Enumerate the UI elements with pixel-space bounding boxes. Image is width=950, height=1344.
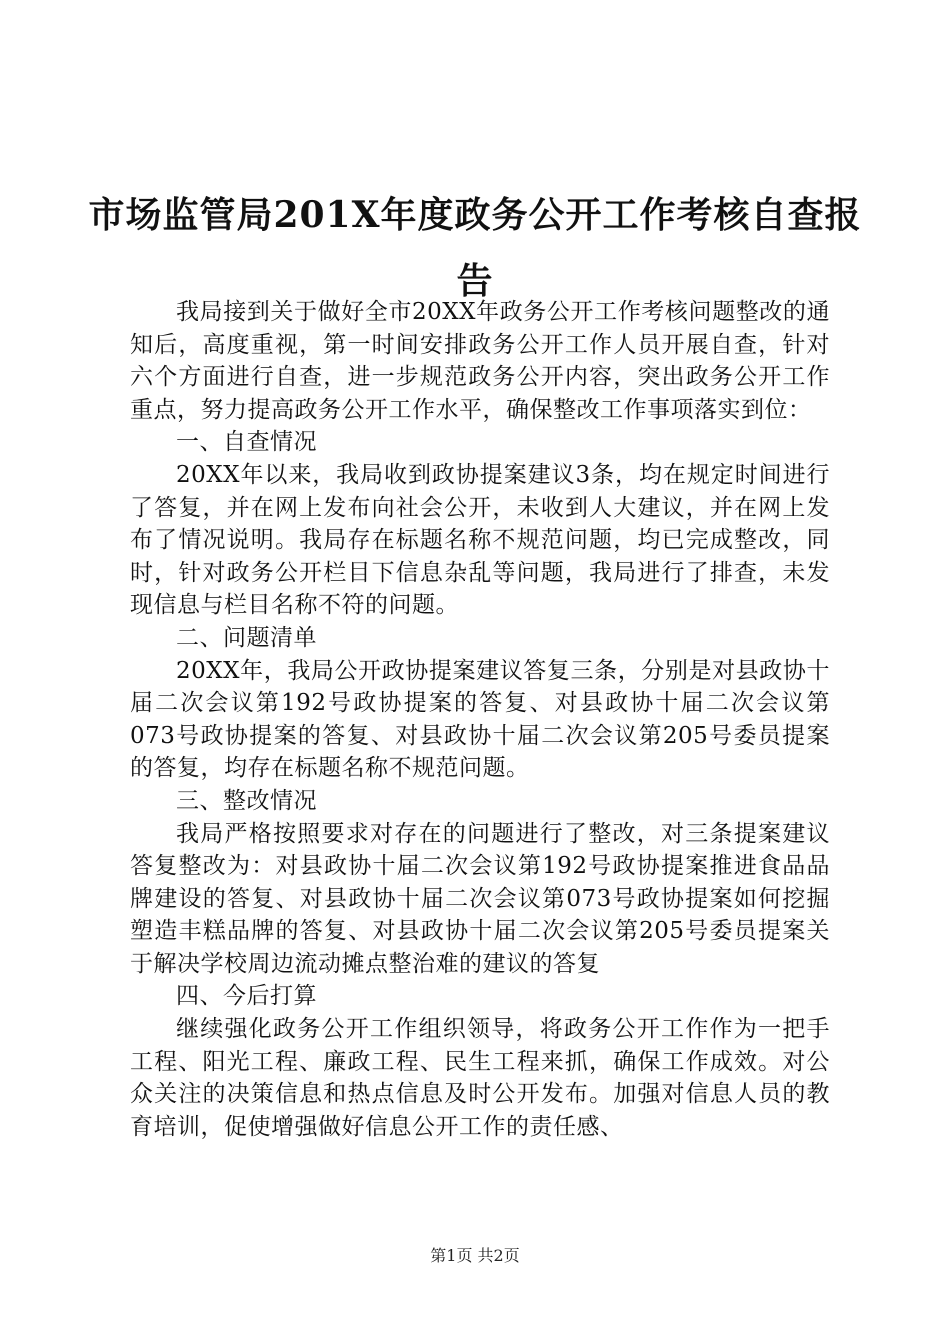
self-check-paragraph: 20XX年以来，我局收到政协提案建议3条，均在规定时间进行了答复，并在网上发布向社会公开，未收到人大建议，并在网上发布了情况说明。我局存在标题名称不规范问题，均已完成整改，同时，针对政务公开栏目下信息杂乱等问题，我局进行了排查，未发现信息与栏目名称不符的问题。 (130, 461, 830, 619)
problem-list-paragraph: 20XX年，我局公开政协提案建议答复三条，分别是对县政协十届二次会议第192号政协提案的答复、对县政协十届二次会议第073号政协提案的答复、对县政协十届二次会议第205号委员提案的答复，均存在标题名称不规范问题。 (130, 657, 830, 782)
intro-paragraph: 我局接到关于做好全市20XX年政务公开工作考核问题整改的通知后，高度重视，第一时间安排政务公开工作人员开展自查，针对六个方面进行自查，进一步规范政务公开内容，突出政务公开工作重点，努力提高政务公开工作水平，确保整改工作事项落实到位： (130, 299, 830, 423)
section-heading-self-check: 一、自查情况 (176, 429, 317, 456)
page-footer: 第1页 共2页 (430, 1246, 520, 1265)
section-heading-future-plans: 四、今后打算 (176, 983, 317, 1010)
document-body (130, 296, 830, 1143)
rectification-paragraph: 我局严格按照要求对存在的问题进行了整改，对三条提案建议答复整改为：对县政协十届二次会议第192号政协提案推进食品品牌建设的答复、对县政协十届二次会议第073号政协提案如何挖掘塑造丰糕品牌的答复、对县政协十届二次会议第205号委员提案关于解决学校周边流动摊点整治难的建议的答复 (130, 820, 830, 977)
section-heading-problem-list: 二、问题清单 (176, 624, 317, 651)
future-plans-paragraph: 继续强化政务公开工作组织领导，将政务公开工作作为一把手工程、阳光工程、廉政工程、民生工程来抓，确保工作成效。对公众关注的决策信息和热点信息及时公开发布。加强对信息人员的教育培训，促使增强做好信息公开工作的责任感、 (130, 1016, 830, 1140)
section-heading-rectification: 三、整改情况 (176, 787, 317, 814)
document-title: 市场监管局201X年度政务公开工作考核自查报告 (88, 194, 862, 302)
